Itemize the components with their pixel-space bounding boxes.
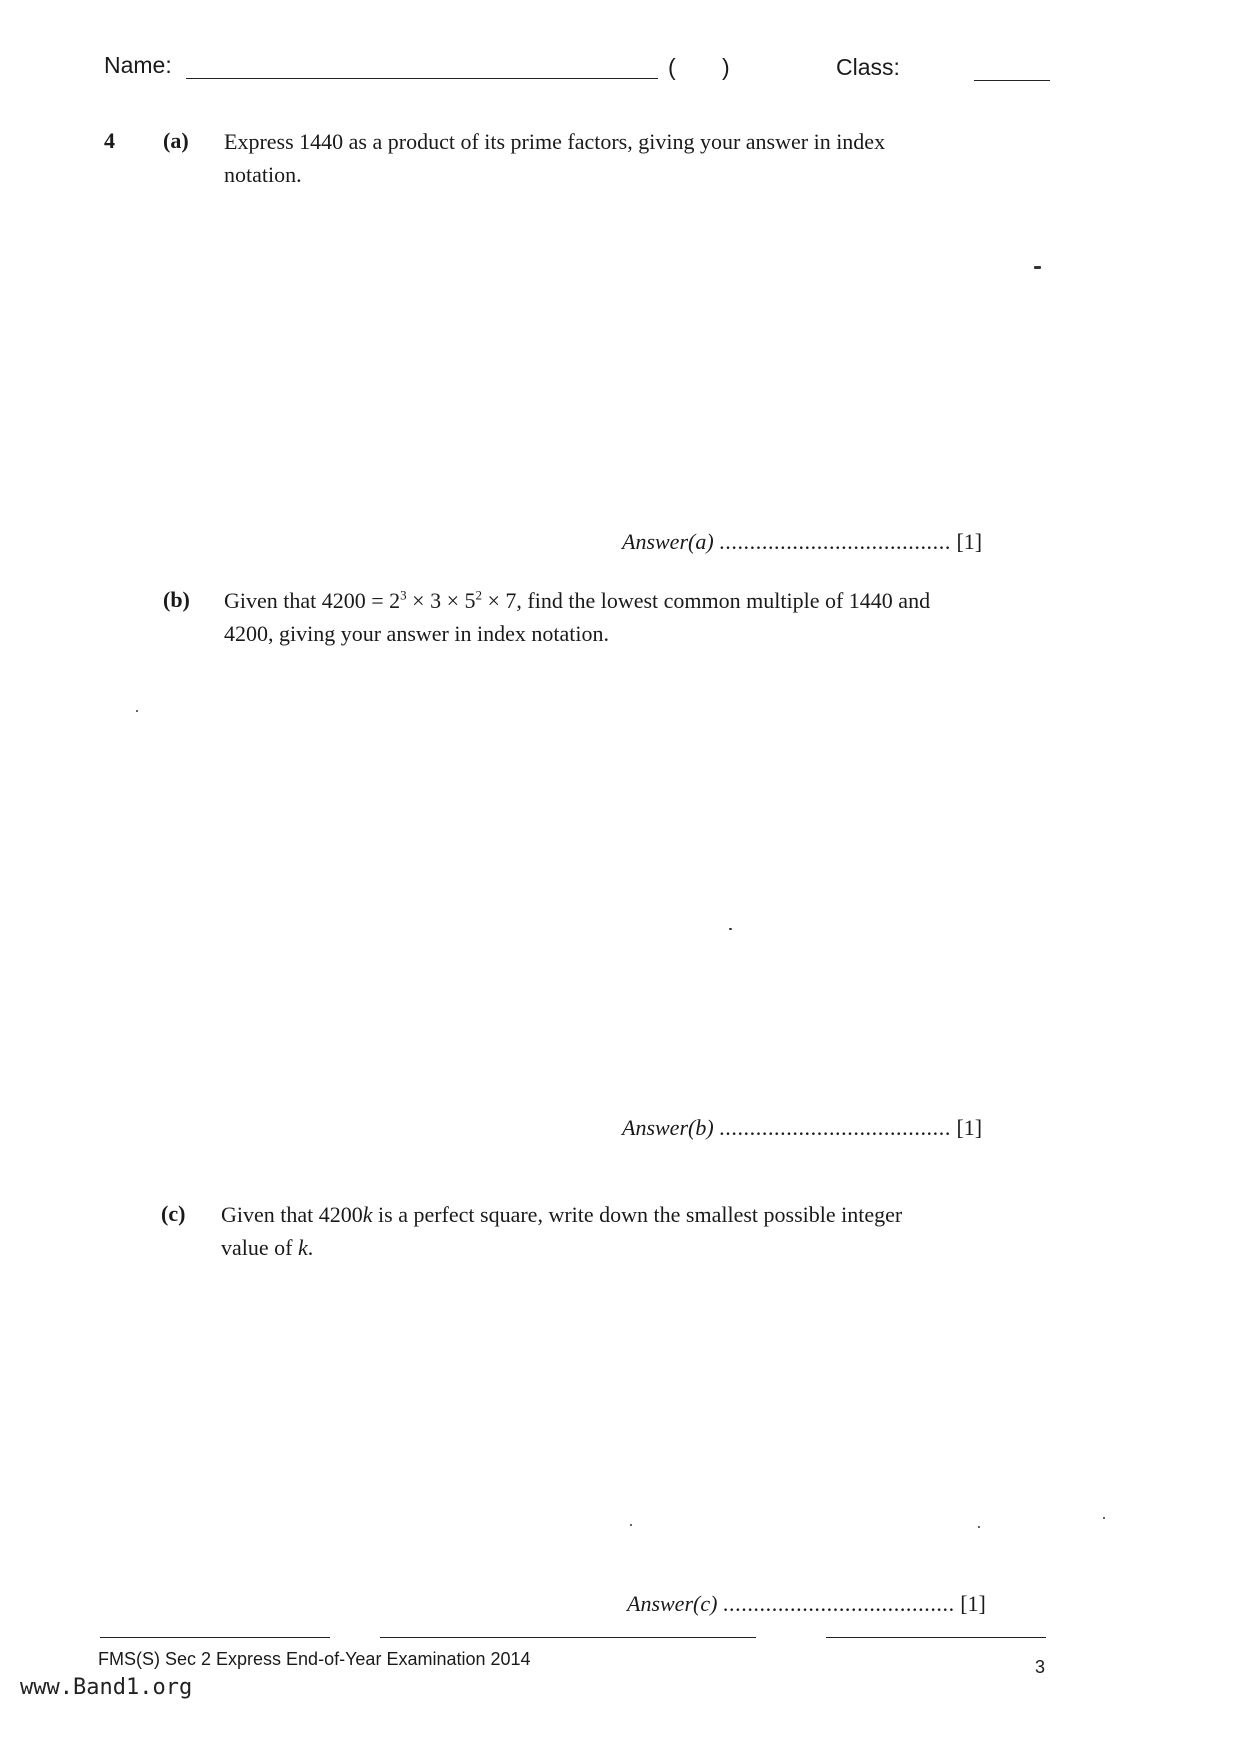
name-field-line[interactable] bbox=[186, 78, 658, 79]
part-a-answer-label: Answer(a) bbox=[622, 529, 714, 554]
part-a-answer-line[interactable] bbox=[622, 529, 982, 555]
register-number-open-paren: ( bbox=[668, 54, 676, 80]
watermark-text: www.Band1.org bbox=[20, 1675, 193, 1700]
part-a-text-line2: notation. bbox=[224, 162, 302, 187]
question-number: 4 bbox=[104, 128, 115, 153]
footer-rule-left bbox=[100, 1637, 330, 1638]
part-c-question-text bbox=[221, 1198, 1051, 1264]
part-c-marks: [1] bbox=[960, 1591, 986, 1616]
part-c-text-line1: Given that 4200k is a perfect square, write down the smallest possible integer bbox=[221, 1202, 903, 1227]
scan-speck bbox=[1034, 266, 1041, 269]
scan-speck bbox=[978, 1526, 980, 1528]
part-a-marks: [1] bbox=[956, 529, 983, 554]
part-c-label: (c) bbox=[161, 1201, 186, 1226]
register-number-close-paren: ) bbox=[722, 54, 730, 80]
scan-speck bbox=[136, 710, 138, 712]
scan-speck bbox=[729, 928, 732, 930]
part-b-question-text bbox=[224, 584, 1054, 650]
part-a-question-text bbox=[224, 125, 1024, 191]
part-b-marks: [1] bbox=[956, 1115, 983, 1140]
scan-speck bbox=[630, 1524, 632, 1526]
part-c-answer-line[interactable] bbox=[627, 1591, 986, 1617]
name-label: Name: bbox=[104, 52, 172, 78]
part-c-answer-label: Answer(c) bbox=[627, 1591, 718, 1616]
part-b-text-line1: Given that $4200 = 2^3 \times 3 \times 5^2 \times 7$, find the lowest common multiple of 1440 and bbox=[224, 587, 931, 613]
part-c-text-line2: value of k. bbox=[221, 1235, 314, 1260]
footer-page-number: 3 bbox=[1035, 1657, 1046, 1677]
part-b-text-line2: 4200, giving your answer in index notation. bbox=[224, 621, 609, 646]
part-b-answer-label: Answer(b) bbox=[622, 1115, 714, 1140]
footer-exam-title: FMS(S) Sec 2 Express End-of-Year Examination 2014 bbox=[98, 1649, 531, 1669]
part-a-label: (a) bbox=[163, 128, 189, 153]
part-b-label: (b) bbox=[163, 587, 190, 612]
part-b-answer-line[interactable] bbox=[622, 1115, 982, 1141]
class-field-line[interactable] bbox=[974, 80, 1050, 81]
class-label: Class: bbox=[836, 54, 900, 80]
scan-speck bbox=[1103, 1517, 1105, 1519]
part-b-answer-dots: ...................................... bbox=[719, 1115, 951, 1140]
footer-rule-right bbox=[826, 1637, 1046, 1638]
part-a-text-line1: Express 1440 as a product of its prime factors, giving your answer in index bbox=[224, 129, 886, 154]
footer-rule-middle bbox=[380, 1637, 756, 1638]
part-c-answer-dots: ...................................... bbox=[722, 1591, 955, 1616]
part-a-answer-dots: ...................................... bbox=[719, 529, 951, 554]
